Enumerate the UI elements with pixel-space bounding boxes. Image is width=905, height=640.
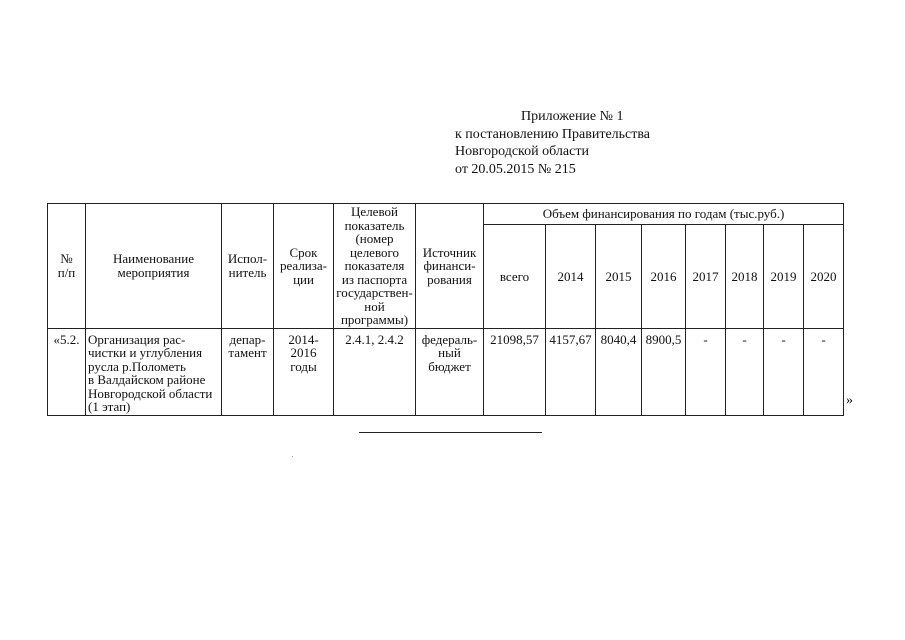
- cell-year-value: -: [686, 328, 726, 415]
- closing-quote: »: [846, 393, 853, 408]
- header-year: 2014: [546, 225, 596, 328]
- header-term: Срок реализа- ции: [274, 204, 334, 329]
- cell-num: «5.2.: [48, 328, 86, 415]
- cell-year-value: 8040,4: [596, 328, 642, 415]
- cell-executor: депар- тамент: [222, 328, 274, 415]
- header-executor: Испол- нитель: [222, 204, 274, 329]
- header-year: 2017: [686, 225, 726, 328]
- header-indicator: Целевой показатель (номер целевого показателя из паспорта государствен- ной программы): [334, 204, 416, 329]
- table-row: [48, 328, 844, 415]
- header-num: № п/п: [48, 204, 86, 329]
- header-name: Наименование мероприятия: [86, 204, 222, 329]
- cell-year-value: -: [764, 328, 804, 415]
- annex-block: [455, 108, 715, 178]
- cell-year-value: 8900,5: [642, 328, 686, 415]
- cell-source: федераль- ный бюджет: [416, 328, 484, 415]
- header-year: 2020: [804, 225, 844, 328]
- cell-year-value: -: [804, 328, 844, 415]
- annex-line: к постановлению Правительства: [455, 126, 651, 142]
- cell-year-value: 4157,67: [546, 328, 596, 415]
- annex-line: от 20.05.2015 № 215: [455, 161, 576, 177]
- annex-line: Новгородской области: [455, 144, 589, 159]
- cell-year-value: -: [726, 328, 764, 415]
- header-funding-group: Объем финансирования по годам (тыс.руб.): [484, 204, 844, 225]
- header-year: 2019: [764, 225, 804, 328]
- cell-term: 2014- 2016 годы: [274, 328, 334, 415]
- cell-indicator: 2.4.1, 2.4.2: [334, 328, 416, 415]
- header-total: всего: [484, 225, 546, 328]
- separator-line: [359, 432, 542, 433]
- cell-name: Организация рас- чистки и углубления русла р.Полометь в Валдайском районе Новгородской области (1 этап): [86, 328, 222, 415]
- financing-table: [47, 203, 844, 416]
- header-source: Источник финанси- рования: [416, 204, 484, 329]
- scan-speck: [292, 456, 293, 457]
- cell-total: 21098,57: [484, 328, 546, 415]
- annex-title: Приложение № 1: [521, 109, 624, 124]
- header-year: 2015: [596, 225, 642, 328]
- header-year: 2016: [642, 225, 686, 328]
- header-year: 2018: [726, 225, 764, 328]
